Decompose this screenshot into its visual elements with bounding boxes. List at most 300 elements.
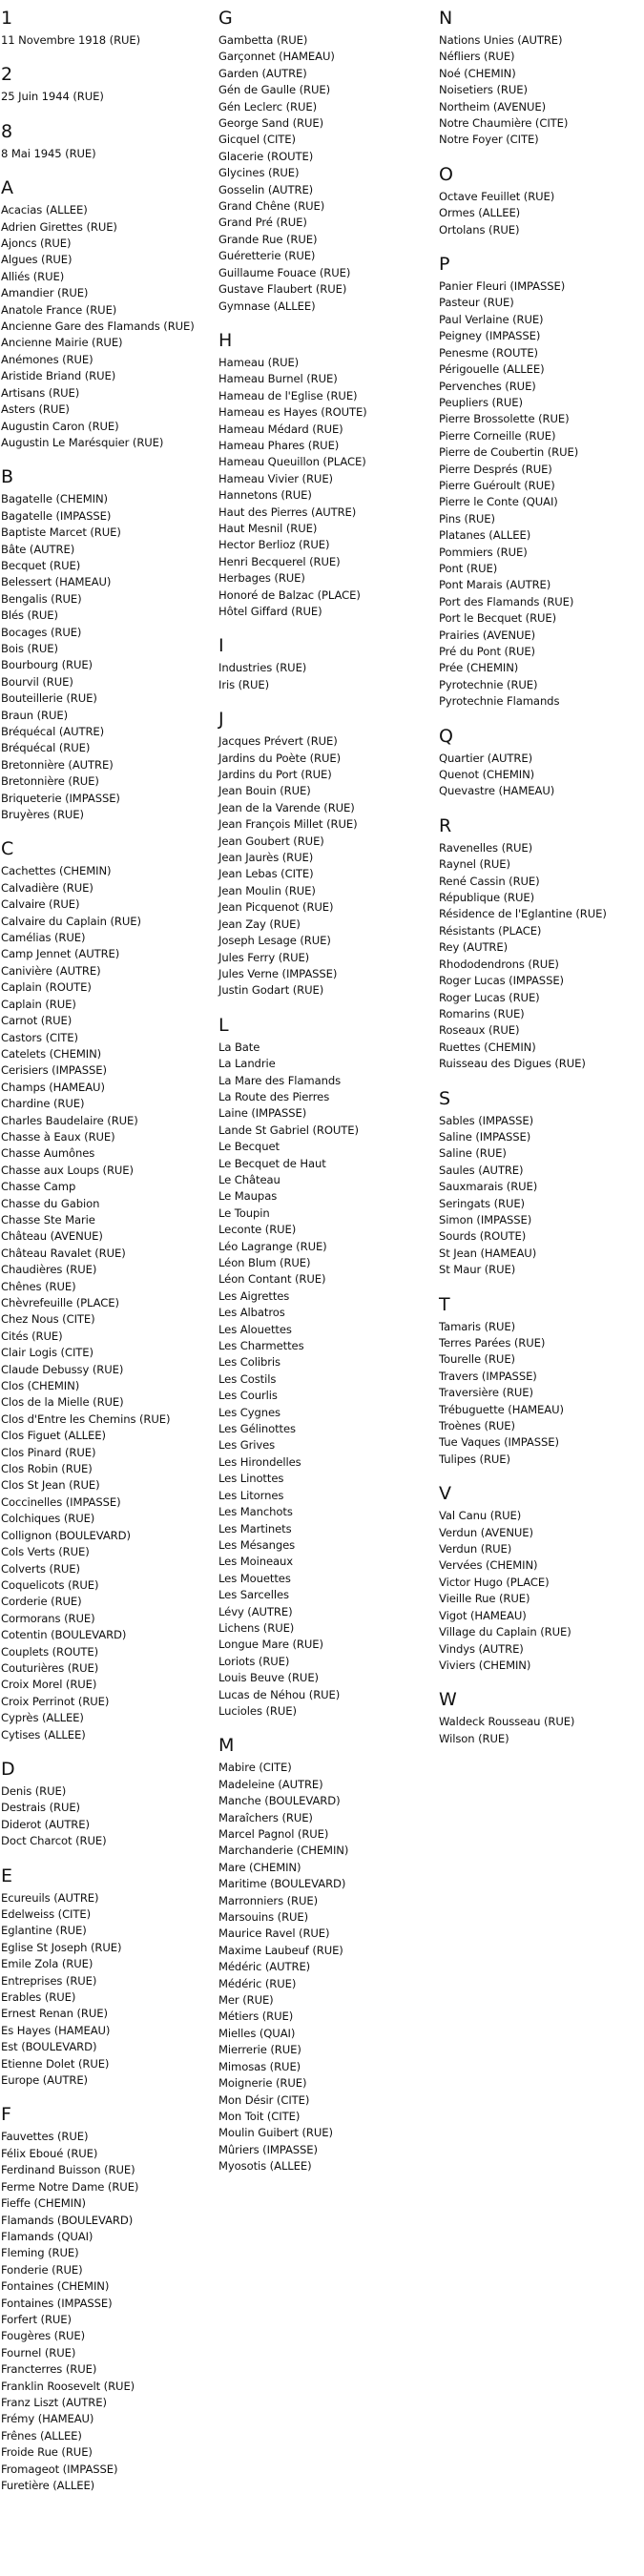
- street-link[interactable]: Es Hayes (HAMEAU): [1, 2023, 111, 2037]
- street-link[interactable]: Raynel (RUE): [439, 857, 510, 872]
- street-link[interactable]: Cités (RUE): [1, 1329, 63, 1343]
- street-link[interactable]: Rhododendrons (RUE): [439, 957, 559, 971]
- street-link[interactable]: Pyrotechnie Flamands: [439, 694, 560, 709]
- street-link[interactable]: Bretonnière (RUE): [1, 774, 99, 789]
- street-link[interactable]: Louis Beuve (RUE): [218, 1671, 319, 1685]
- street-link[interactable]: Roger Lucas (IMPASSE): [439, 974, 564, 988]
- street-link[interactable]: Guillaume Fouace (RUE): [218, 265, 351, 279]
- street-link[interactable]: Bretonnière (AUTRE): [1, 757, 114, 772]
- street-link[interactable]: Ortolans (RUE): [439, 222, 520, 237]
- street-link[interactable]: Marchanderie (CHEMIN): [218, 1844, 349, 1858]
- street-link[interactable]: Catelets (CHEMIN): [1, 1046, 102, 1061]
- street-link[interactable]: Fleming (RUE): [1, 2246, 79, 2260]
- street-link[interactable]: Le Château: [218, 1172, 280, 1186]
- street-link[interactable]: Fauvettes (RUE): [1, 2130, 89, 2144]
- street-link[interactable]: Bengalis (RUE): [1, 591, 82, 606]
- street-link[interactable]: Pierre Corneille (RUE): [439, 428, 556, 443]
- street-link[interactable]: Augustin Le Marésquier (RUE): [1, 435, 164, 449]
- street-link[interactable]: La Route des Pierres: [218, 1089, 330, 1103]
- street-link[interactable]: La Mare des Flamands: [218, 1073, 342, 1087]
- street-link[interactable]: Tamaris (RUE): [439, 1319, 515, 1333]
- street-link[interactable]: Sauxmarais (RUE): [439, 1180, 538, 1194]
- street-link[interactable]: Les Moineaux: [218, 1555, 294, 1569]
- street-link[interactable]: Cotentin (BOULEVARD): [1, 1628, 127, 1642]
- street-link[interactable]: Northeim (AVENUE): [439, 99, 547, 113]
- street-link[interactable]: Les Linottes: [218, 1472, 284, 1486]
- street-link[interactable]: Hameau (RUE): [218, 355, 300, 369]
- street-link[interactable]: Grand Chêne (RUE): [218, 199, 325, 214]
- street-link[interactable]: Bouteillerie (RUE): [1, 691, 97, 706]
- street-link[interactable]: Clos Figuet (ALLEE): [1, 1429, 106, 1443]
- street-link[interactable]: Chèvrefeuille (PLACE): [1, 1296, 119, 1309]
- street-link[interactable]: Pommiers (RUE): [439, 545, 528, 559]
- street-link[interactable]: Garçonnet (HAMEAU): [218, 50, 335, 64]
- street-link[interactable]: Fougères (RUE): [1, 2329, 86, 2343]
- street-link[interactable]: Bourvil (RUE): [1, 674, 73, 689]
- street-link[interactable]: Chardine (RUE): [1, 1097, 85, 1111]
- street-link[interactable]: Couplets (ROUTE): [1, 1644, 99, 1659]
- street-link[interactable]: Les Costils: [218, 1371, 277, 1386]
- street-link[interactable]: Val Canu (RUE): [439, 1509, 522, 1523]
- street-link[interactable]: Bruyères (RUE): [1, 808, 84, 822]
- street-link[interactable]: Flamands (BOULEVARD): [1, 2213, 134, 2227]
- street-link[interactable]: Joseph Lesage (RUE): [218, 934, 331, 948]
- street-link[interactable]: Hameau Vivier (RUE): [218, 471, 333, 485]
- street-link[interactable]: Jean François Millet (RUE): [218, 817, 358, 832]
- street-link[interactable]: Résistants (PLACE): [439, 923, 542, 938]
- street-link[interactable]: Trébuguette (HAMEAU): [439, 1402, 564, 1416]
- street-link[interactable]: Pont (RUE): [439, 561, 498, 575]
- street-link[interactable]: Mûriers (IMPASSE): [218, 2142, 318, 2156]
- street-link[interactable]: Grand Pré (RUE): [218, 216, 307, 230]
- street-link[interactable]: Ferme Notre Dame (RUE): [1, 2179, 139, 2194]
- street-link[interactable]: Eglise St Joseph (RUE): [1, 1940, 122, 1954]
- street-link[interactable]: Victor Hugo (PLACE): [439, 1575, 550, 1589]
- street-link[interactable]: Les Hirondelles: [218, 1454, 301, 1469]
- street-link[interactable]: Lévy (AUTRE): [218, 1604, 293, 1618]
- street-link[interactable]: Erables (RUE): [1, 1990, 76, 2005]
- street-link[interactable]: Métiers (RUE): [218, 2009, 294, 2024]
- street-link[interactable]: Le Becquet de Haut: [218, 1156, 326, 1170]
- street-link[interactable]: Pierre de Coubertin (RUE): [439, 445, 579, 460]
- street-link[interactable]: Calvadière (RUE): [1, 880, 93, 895]
- street-link[interactable]: Camélias (RUE): [1, 931, 86, 945]
- street-link[interactable]: Wilson (RUE): [439, 1731, 509, 1745]
- street-link[interactable]: Mon Toit (CITE): [218, 2109, 301, 2123]
- street-link[interactable]: Chasse Ste Marie: [1, 1212, 95, 1226]
- street-link[interactable]: Frênes (ALLEE): [1, 2428, 82, 2442]
- street-link[interactable]: Calvaire du Caplain (RUE): [1, 914, 141, 928]
- street-link[interactable]: Mielles (QUAI): [218, 2026, 296, 2040]
- street-link[interactable]: Alliés (RUE): [1, 269, 65, 283]
- street-link[interactable]: Camp Jennet (AUTRE): [1, 947, 120, 961]
- street-link[interactable]: Vindys (AUTRE): [439, 1641, 524, 1656]
- street-link[interactable]: Madeleine (AUTRE): [218, 1777, 323, 1791]
- street-link[interactable]: Ancienne Gare des Flamands (RUE): [1, 319, 195, 334]
- street-link[interactable]: Bourbourg (RUE): [1, 658, 93, 672]
- street-link[interactable]: Croix Perrinot (RUE): [1, 1694, 110, 1708]
- street-link[interactable]: Mon Désir (CITE): [218, 2092, 310, 2107]
- street-link[interactable]: Sourds (ROUTE): [439, 1229, 527, 1244]
- street-link[interactable]: Maxime Laubeuf (RUE): [218, 1943, 343, 1957]
- street-link[interactable]: Fonderie (RUE): [1, 2262, 83, 2277]
- street-link[interactable]: Les Litornes: [218, 1488, 284, 1502]
- street-link[interactable]: Castors (CITE): [1, 1030, 78, 1044]
- street-link[interactable]: Mare (CHEMIN): [218, 1860, 301, 1874]
- street-link[interactable]: Fromageot (IMPASSE): [1, 2462, 118, 2476]
- street-link[interactable]: Marcel Pagnol (RUE): [218, 1827, 329, 1841]
- street-link[interactable]: Les Manchots: [218, 1505, 293, 1519]
- street-link[interactable]: Cols Verts (RUE): [1, 1545, 90, 1559]
- street-link[interactable]: Franz Liszt (AUTRE): [1, 2395, 107, 2409]
- street-link[interactable]: Roger Lucas (RUE): [439, 990, 540, 1004]
- street-link[interactable]: Lichens (RUE): [218, 1620, 295, 1635]
- street-link[interactable]: Maritime (BOULEVARD): [218, 1877, 346, 1891]
- street-link[interactable]: Bocages (RUE): [1, 625, 82, 639]
- street-link[interactable]: Adrien Girettes (RUE): [1, 219, 117, 234]
- street-link[interactable]: Léo Lagrange (RUE): [218, 1239, 327, 1253]
- street-link[interactable]: Est (BOULEVARD): [1, 2040, 97, 2054]
- street-link[interactable]: Frémy (HAMEAU): [1, 2412, 94, 2426]
- street-link[interactable]: Les Grives: [218, 1438, 276, 1453]
- street-link[interactable]: Cytises (ALLEE): [1, 1727, 86, 1741]
- street-link[interactable]: Becquet (RUE): [1, 558, 81, 572]
- street-link[interactable]: 8 Mai 1945 (RUE): [1, 146, 96, 160]
- street-link[interactable]: Couturières (RUE): [1, 1660, 99, 1675]
- street-link[interactable]: Industries (RUE): [218, 661, 307, 675]
- street-link[interactable]: Pins (RUE): [439, 511, 495, 526]
- street-link[interactable]: Lande St Gabriel (ROUTE): [218, 1123, 359, 1137]
- street-link[interactable]: Gambetta (RUE): [218, 33, 308, 47]
- street-link[interactable]: Diderot (AUTRE): [1, 1817, 90, 1831]
- street-link[interactable]: La Bate: [218, 1040, 260, 1054]
- street-link[interactable]: Francterres (RUE): [1, 2362, 97, 2377]
- street-link[interactable]: Caplain (RUE): [1, 997, 76, 1011]
- street-link[interactable]: Le Becquet: [218, 1140, 280, 1154]
- street-link[interactable]: Garden (AUTRE): [218, 66, 307, 80]
- street-link[interactable]: Glycines (RUE): [218, 166, 300, 180]
- street-link[interactable]: Hector Berlioz (RUE): [218, 538, 330, 552]
- street-link[interactable]: Anémones (RUE): [1, 352, 93, 366]
- street-link[interactable]: Noé (CHEMIN): [439, 66, 516, 80]
- street-link[interactable]: Gén de Gaulle (RUE): [218, 83, 331, 97]
- street-link[interactable]: Chasse Camp: [1, 1180, 76, 1194]
- street-link[interactable]: Moignerie (RUE): [218, 2076, 307, 2091]
- street-link[interactable]: Quevastre (HAMEAU): [439, 784, 555, 798]
- street-link[interactable]: Denis (RUE): [1, 1783, 67, 1798]
- street-link[interactable]: Bâte (AUTRE): [1, 542, 75, 556]
- street-link[interactable]: Edelweiss (CITE): [1, 1907, 92, 1921]
- street-link[interactable]: Fournel (RUE): [1, 2345, 76, 2360]
- street-link[interactable]: Baptiste Marcet (RUE): [1, 526, 121, 540]
- street-link[interactable]: Etienne Dolet (RUE): [1, 2056, 110, 2071]
- street-link[interactable]: Loriots (RUE): [218, 1654, 290, 1668]
- street-link[interactable]: Pasteur (RUE): [439, 296, 514, 310]
- street-link[interactable]: Clos Robin (RUE): [1, 1462, 93, 1476]
- street-link[interactable]: Pierre Brossolette (RUE): [439, 412, 570, 426]
- street-link[interactable]: Notre Foyer (CITE): [439, 133, 539, 147]
- street-link[interactable]: Claude Debussy (RUE): [1, 1362, 124, 1376]
- street-link[interactable]: Honoré de Balzac (PLACE): [218, 587, 361, 602]
- street-link[interactable]: Chasse Aumônes: [1, 1146, 95, 1161]
- street-link[interactable]: Bagatelle (CHEMIN): [1, 492, 108, 506]
- street-link[interactable]: Prée (CHEMIN): [439, 661, 519, 675]
- street-link[interactable]: Chaudières (RUE): [1, 1263, 97, 1277]
- street-link[interactable]: Emile Zola (RUE): [1, 1957, 93, 1971]
- street-link[interactable]: Clos d'Entre les Chemins (RUE): [1, 1412, 171, 1426]
- street-link[interactable]: Château Ravalet (RUE): [1, 1246, 126, 1260]
- street-link[interactable]: Pervenches (RUE): [439, 379, 536, 393]
- street-link[interactable]: Pierre Després (RUE): [439, 462, 552, 476]
- street-link[interactable]: Peupliers (RUE): [439, 395, 523, 409]
- street-link[interactable]: Peigney (IMPASSE): [439, 329, 541, 343]
- street-link[interactable]: Glacerie (ROUTE): [218, 149, 314, 163]
- street-link[interactable]: Moulin Guibert (RUE): [218, 2126, 333, 2140]
- street-link[interactable]: Jean Jaurès (RUE): [218, 851, 314, 865]
- street-link[interactable]: Panier Fleuri (IMPASSE): [439, 279, 566, 294]
- street-link[interactable]: Caplain (ROUTE): [1, 980, 92, 995]
- street-link[interactable]: Néfliers (RUE): [439, 50, 515, 64]
- street-link[interactable]: George Sand (RUE): [218, 116, 324, 131]
- street-link[interactable]: Félix Eboué (RUE): [1, 2146, 98, 2160]
- street-link[interactable]: Mierrerie (RUE): [218, 2043, 301, 2057]
- street-link[interactable]: Fieffe (CHEMIN): [1, 2196, 86, 2211]
- street-link[interactable]: Cerisiers (IMPASSE): [1, 1063, 107, 1078]
- street-link[interactable]: Hameau es Hayes (ROUTE): [218, 405, 367, 420]
- street-link[interactable]: Ferdinand Buisson (RUE): [1, 2163, 135, 2177]
- street-link[interactable]: Bréquécal (RUE): [1, 741, 91, 755]
- street-link[interactable]: Vieille Rue (RUE): [439, 1592, 530, 1606]
- street-link[interactable]: Pierre Guéroult (RUE): [439, 478, 555, 492]
- street-link[interactable]: Clair Logis (CITE): [1, 1346, 93, 1360]
- street-link[interactable]: Simon (IMPASSE): [439, 1212, 532, 1226]
- street-link[interactable]: Ancienne Mairie (RUE): [1, 336, 123, 350]
- street-link[interactable]: Ormes (ALLEE): [439, 206, 521, 220]
- street-link[interactable]: Les Charmettes: [218, 1339, 304, 1353]
- street-link[interactable]: Jean Zay (RUE): [218, 917, 301, 931]
- street-link[interactable]: Les Mésanges: [218, 1537, 296, 1552]
- street-link[interactable]: Sables (IMPASSE): [439, 1113, 533, 1127]
- street-link[interactable]: Fontaines (CHEMIN): [1, 2279, 110, 2294]
- street-link[interactable]: Viviers (CHEMIN): [439, 1658, 531, 1672]
- street-link[interactable]: Colchiques (RUE): [1, 1512, 95, 1526]
- street-link[interactable]: Champs (HAMEAU): [1, 1080, 105, 1094]
- street-link[interactable]: Briqueterie (IMPASSE): [1, 791, 120, 805]
- street-link[interactable]: Carnot (RUE): [1, 1014, 73, 1028]
- street-link[interactable]: Flamands (QUAI): [1, 2229, 93, 2243]
- street-link[interactable]: Furetière (ALLEE): [1, 2479, 95, 2492]
- street-link[interactable]: Gustave Flaubert (RUE): [218, 282, 347, 297]
- street-link[interactable]: Anatole France (RUE): [1, 302, 117, 317]
- street-link[interactable]: Château (AVENUE): [1, 1229, 103, 1244]
- street-link[interactable]: Tulipes (RUE): [439, 1452, 510, 1466]
- street-link[interactable]: Saline (IMPASSE): [439, 1129, 531, 1144]
- street-link[interactable]: Pyrotechnie (RUE): [439, 677, 538, 691]
- street-link[interactable]: Europe (AUTRE): [1, 2073, 88, 2088]
- street-link[interactable]: Lucas de Néhou (RUE): [218, 1687, 341, 1701]
- street-link[interactable]: Les Alouettes: [218, 1322, 292, 1336]
- street-link[interactable]: Entreprises (RUE): [1, 1973, 97, 1988]
- street-link[interactable]: Jean Moulin (RUE): [218, 883, 316, 897]
- street-link[interactable]: Hameau Queuillon (PLACE): [218, 455, 366, 469]
- street-link[interactable]: Clos (CHEMIN): [1, 1379, 80, 1393]
- street-link[interactable]: Braun (RUE): [1, 708, 69, 722]
- street-link[interactable]: Mabire (CITE): [218, 1761, 292, 1775]
- street-link[interactable]: Hameau Burnel (RUE): [218, 372, 338, 386]
- street-link[interactable]: Jean Goubert (RUE): [218, 834, 324, 848]
- street-link[interactable]: Acacias (ALLEE): [1, 203, 88, 217]
- street-link[interactable]: Roseaux (RUE): [439, 1023, 520, 1038]
- street-link[interactable]: Chasse à Eaux (RUE): [1, 1129, 115, 1144]
- street-link[interactable]: Prairies (AVENUE): [439, 628, 536, 642]
- street-link[interactable]: Tourelle (RUE): [439, 1352, 515, 1367]
- street-link[interactable]: Tue Vaques (IMPASSE): [439, 1435, 559, 1450]
- street-link[interactable]: Les Martinets: [218, 1521, 292, 1535]
- street-link[interactable]: Périgouelle (ALLEE): [439, 362, 545, 377]
- street-link[interactable]: St Maur (RUE): [439, 1263, 516, 1277]
- street-link[interactable]: Les Cygnes: [218, 1405, 280, 1419]
- street-link[interactable]: Saules (AUTRE): [439, 1163, 524, 1177]
- street-link[interactable]: Jules Ferry (RUE): [218, 950, 310, 964]
- street-link[interactable]: Travers (IMPASSE): [439, 1369, 537, 1383]
- street-link[interactable]: Iris (RUE): [218, 677, 270, 691]
- street-link[interactable]: Les Gélinottes: [218, 1422, 296, 1436]
- street-link[interactable]: Pont Marais (AUTRE): [439, 578, 551, 592]
- street-link[interactable]: Village du Caplain (RUE): [439, 1625, 571, 1639]
- street-link[interactable]: Vigot (HAMEAU): [439, 1608, 527, 1622]
- street-link[interactable]: Artisans (RUE): [1, 385, 80, 400]
- street-link[interactable]: Jacques Prévert (RUE): [218, 734, 338, 749]
- street-link[interactable]: Pierre le Conte (QUAI): [439, 495, 558, 509]
- street-link[interactable]: Paul Verlaine (RUE): [439, 312, 544, 326]
- street-link[interactable]: Collignon (BOULEVARD): [1, 1528, 131, 1542]
- street-link[interactable]: Traversière (RUE): [439, 1386, 533, 1400]
- street-link[interactable]: 25 Juin 1944 (RUE): [1, 90, 104, 104]
- street-link[interactable]: Noisetiers (RUE): [439, 83, 528, 97]
- street-link[interactable]: Laine (IMPASSE): [218, 1106, 307, 1121]
- street-link[interactable]: Mimosas (RUE): [218, 2059, 301, 2073]
- street-link[interactable]: Platanes (ALLEE): [439, 528, 531, 543]
- street-link[interactable]: Clos de la Mielle (RUE): [1, 1395, 124, 1410]
- street-link[interactable]: Franklin Roosevelt (RUE): [1, 2379, 135, 2393]
- street-link[interactable]: Rey (AUTRE): [439, 940, 509, 955]
- street-link[interactable]: Waldeck Rousseau (RUE): [439, 1715, 575, 1729]
- street-link[interactable]: Les Albatros: [218, 1306, 285, 1320]
- street-link[interactable]: Le Maupas: [218, 1189, 278, 1204]
- street-link[interactable]: Haut des Pierres (AUTRE): [218, 505, 357, 519]
- street-link[interactable]: Gicquel (CITE): [218, 133, 296, 147]
- street-link[interactable]: Ruettes (CHEMIN): [439, 1040, 536, 1054]
- street-link[interactable]: Ajoncs (RUE): [1, 237, 72, 251]
- street-link[interactable]: Corderie (RUE): [1, 1595, 82, 1609]
- street-link[interactable]: Leconte (RUE): [218, 1223, 297, 1237]
- street-link[interactable]: Jean Bouin (RUE): [218, 784, 311, 798]
- street-link[interactable]: Jean Picquenot (RUE): [218, 900, 334, 915]
- street-link[interactable]: Cachettes (CHEMIN): [1, 864, 112, 878]
- street-link[interactable]: Justin Godart (RUE): [218, 983, 324, 998]
- street-link[interactable]: Verdun (RUE): [439, 1542, 512, 1556]
- street-link[interactable]: Forfert (RUE): [1, 2312, 72, 2326]
- street-link[interactable]: Hameau Phares (RUE): [218, 438, 340, 452]
- street-link[interactable]: Marsouins (RUE): [218, 1910, 309, 1925]
- street-link[interactable]: Chez Nous (CITE): [1, 1312, 95, 1327]
- street-link[interactable]: La Landrie: [218, 1057, 276, 1071]
- street-link[interactable]: Gosselin (AUTRE): [218, 182, 314, 196]
- street-link[interactable]: Doct Charcot (RUE): [1, 1834, 107, 1848]
- street-link[interactable]: Clos St Jean (RUE): [1, 1478, 100, 1493]
- street-link[interactable]: Notre Chaumière (CITE): [439, 116, 569, 131]
- street-link[interactable]: Jean de la Varende (RUE): [218, 800, 355, 814]
- street-link[interactable]: Hameau de l'Eglise (RUE): [218, 388, 358, 402]
- street-link[interactable]: Henri Becquerel (RUE): [218, 554, 341, 568]
- street-link[interactable]: Maraîchers (RUE): [218, 1810, 313, 1824]
- street-link[interactable]: Lucioles (RUE): [218, 1703, 297, 1718]
- street-link[interactable]: Jardins du Poète (RUE): [218, 751, 342, 765]
- street-link[interactable]: Médéric (RUE): [218, 1976, 297, 1990]
- street-link[interactable]: Maurice Ravel (RUE): [218, 1927, 330, 1941]
- street-link[interactable]: Mer (RUE): [218, 1993, 274, 2008]
- street-link[interactable]: Jean Lebas (CITE): [218, 867, 314, 881]
- street-link[interactable]: Ecureuils (AUTRE): [1, 1890, 99, 1905]
- street-link[interactable]: Haut Mesnil (RUE): [218, 521, 318, 535]
- street-link[interactable]: Charles Baudelaire (RUE): [1, 1113, 138, 1127]
- street-link[interactable]: Quartier (AUTRE): [439, 751, 533, 765]
- street-link[interactable]: Le Toupin: [218, 1206, 270, 1220]
- street-link[interactable]: Augustin Caron (RUE): [1, 419, 119, 433]
- street-link[interactable]: Les Mouettes: [218, 1571, 291, 1585]
- street-link[interactable]: Terres Parées (RUE): [439, 1336, 546, 1350]
- street-link[interactable]: Destrais (RUE): [1, 1801, 80, 1815]
- street-link[interactable]: Chasse du Gabion: [1, 1196, 100, 1210]
- street-link[interactable]: René Cassin (RUE): [439, 874, 540, 888]
- street-link[interactable]: Quenot (CHEMIN): [439, 768, 535, 782]
- street-link[interactable]: Aristide Briand (RUE): [1, 369, 116, 383]
- street-link[interactable]: Coccinelles (IMPASSE): [1, 1494, 121, 1509]
- street-link[interactable]: Blés (RUE): [1, 608, 58, 623]
- street-link[interactable]: Herbages (RUE): [218, 571, 305, 586]
- street-link[interactable]: Asters (RUE): [1, 402, 70, 417]
- street-link[interactable]: Froide Rue (RUE): [1, 2445, 93, 2460]
- street-link[interactable]: Bagatelle (IMPASSE): [1, 508, 112, 523]
- street-link[interactable]: Nations Unies (AUTRE): [439, 33, 563, 47]
- street-link[interactable]: Résidence de l'Eglantine (RUE): [439, 907, 607, 921]
- street-link[interactable]: Port le Becquet (RUE): [439, 611, 557, 626]
- street-link[interactable]: Hannetons (RUE): [218, 488, 312, 503]
- street-link[interactable]: Pré du Pont (RUE): [439, 645, 535, 658]
- street-link[interactable]: Eglantine (RUE): [1, 1924, 87, 1938]
- street-link[interactable]: Saline (RUE): [439, 1146, 507, 1161]
- street-link[interactable]: Les Aigrettes: [218, 1288, 290, 1303]
- street-link[interactable]: Jules Verne (IMPASSE): [218, 966, 338, 980]
- street-link[interactable]: Penesme (ROUTE): [439, 345, 538, 360]
- street-link[interactable]: Léon Blum (RUE): [218, 1256, 311, 1269]
- street-link[interactable]: Hameau Médard (RUE): [218, 422, 343, 436]
- street-link[interactable]: Médéric (AUTRE): [218, 1960, 311, 1974]
- street-link[interactable]: Amandier (RUE): [1, 286, 89, 300]
- street-link[interactable]: Canivière (AUTRE): [1, 963, 101, 978]
- street-link[interactable]: Coquelicots (RUE): [1, 1577, 99, 1592]
- street-link[interactable]: Clos Pinard (RUE): [1, 1445, 96, 1459]
- street-link[interactable]: Cyprès (ALLEE): [1, 1711, 84, 1725]
- street-link[interactable]: Ravenelles (RUE): [439, 840, 532, 855]
- street-link[interactable]: Léon Contant (RUE): [218, 1272, 326, 1287]
- street-link[interactable]: Bréquécal (AUTRE): [1, 725, 105, 738]
- street-link[interactable]: Les Colibris: [218, 1355, 280, 1370]
- street-link[interactable]: Fontaines (IMPASSE): [1, 2296, 113, 2310]
- street-link[interactable]: Algues (RUE): [1, 253, 73, 267]
- street-link[interactable]: Chênes (RUE): [1, 1279, 76, 1293]
- street-link[interactable]: Les Courlis: [218, 1389, 278, 1403]
